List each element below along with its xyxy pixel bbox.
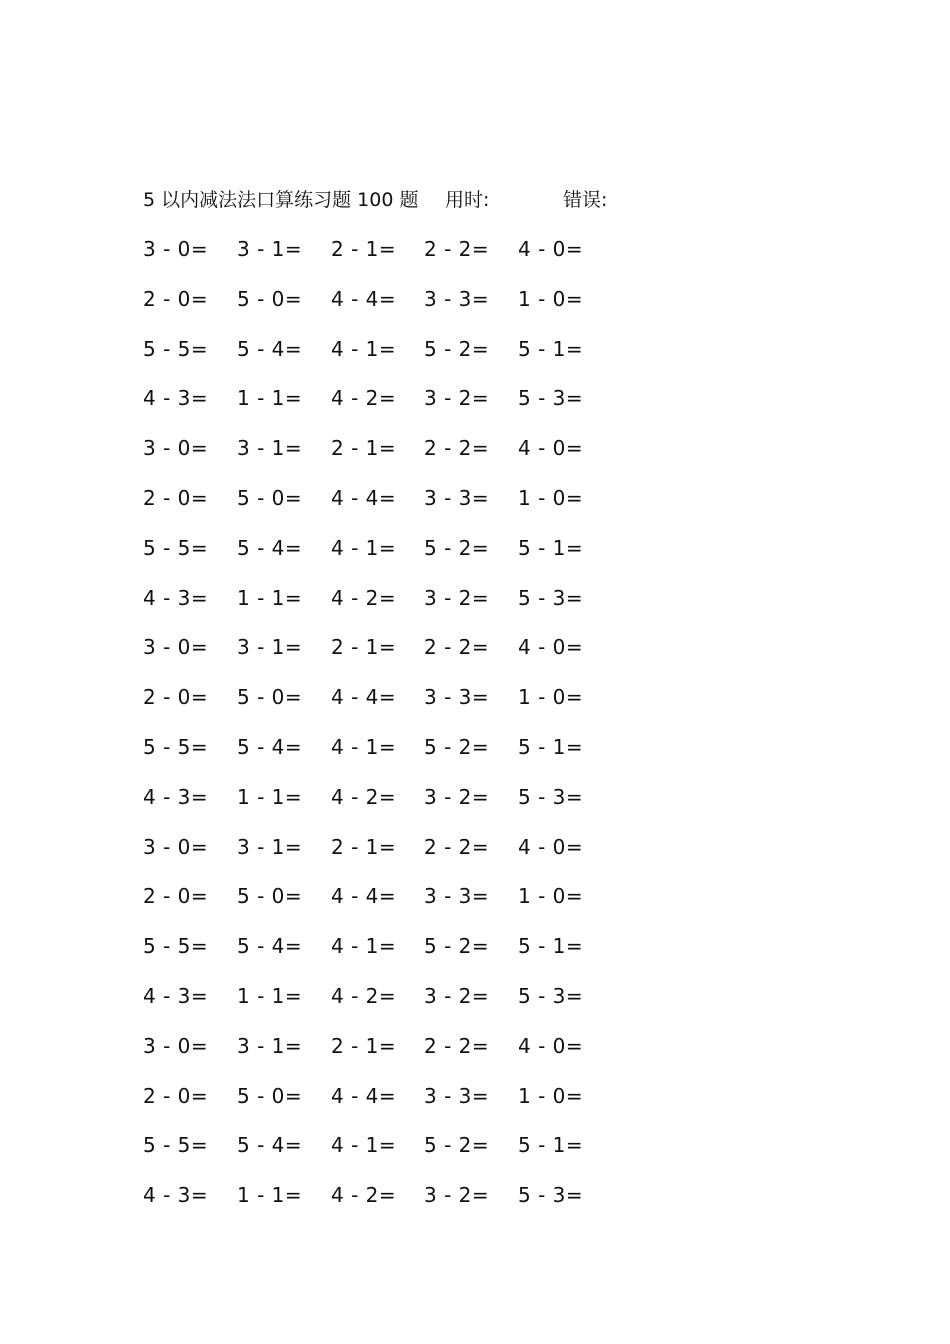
arithmetic-problem: 3 - 0= [143, 436, 209, 461]
arithmetic-problem: 5 - 3= [518, 1183, 584, 1208]
arithmetic-problem: 5 - 4= [237, 336, 303, 361]
arithmetic-problem: 4 - 2= [331, 983, 397, 1008]
arithmetic-problem: 1 - 1= [237, 983, 303, 1008]
arithmetic-problem: 1 - 0= [518, 286, 584, 311]
arithmetic-problem: 5 - 5= [143, 934, 209, 959]
arithmetic-problem: 5 - 0= [237, 1083, 303, 1108]
arithmetic-problem: 4 - 1= [331, 934, 397, 959]
arithmetic-problem: 3 - 3= [424, 685, 490, 710]
arithmetic-problem: 3 - 2= [424, 983, 490, 1008]
arithmetic-problem: 4 - 4= [331, 485, 397, 510]
arithmetic-problem: 4 - 2= [331, 784, 397, 809]
arithmetic-problem: 3 - 3= [424, 485, 490, 510]
arithmetic-problem: 1 - 1= [237, 1183, 303, 1208]
worksheet-title: 5 以内减法法口算练习题 100 题 [143, 189, 419, 211]
arithmetic-problem: 4 - 4= [331, 1083, 397, 1108]
arithmetic-problem: 5 - 0= [237, 884, 303, 909]
arithmetic-problem: 4 - 0= [518, 1033, 584, 1058]
arithmetic-problem: 2 - 2= [424, 237, 490, 261]
arithmetic-problem: 5 - 4= [237, 934, 303, 959]
arithmetic-problem: 5 - 3= [518, 585, 584, 610]
arithmetic-problem: 5 - 2= [424, 734, 490, 759]
arithmetic-problem: 5 - 5= [143, 535, 209, 560]
arithmetic-problem: 4 - 0= [518, 436, 584, 461]
arithmetic-problem: 1 - 1= [237, 386, 303, 411]
arithmetic-problem: 5 - 3= [518, 784, 584, 809]
arithmetic-problem: 3 - 1= [237, 1033, 303, 1058]
arithmetic-problem: 5 - 3= [518, 386, 584, 411]
arithmetic-problem: 4 - 3= [143, 386, 209, 411]
arithmetic-problem: 5 - 1= [518, 734, 584, 759]
arithmetic-problem: 4 - 3= [143, 1183, 209, 1208]
arithmetic-problem: 4 - 4= [331, 884, 397, 909]
arithmetic-problem: 5 - 0= [237, 485, 303, 510]
arithmetic-problem: 3 - 2= [424, 386, 490, 411]
arithmetic-problem: 4 - 2= [331, 585, 397, 610]
arithmetic-problem: 3 - 0= [143, 1033, 209, 1058]
arithmetic-problem: 4 - 3= [143, 784, 209, 809]
arithmetic-problem: 1 - 0= [518, 485, 584, 510]
arithmetic-problem: 5 - 1= [518, 1133, 584, 1158]
arithmetic-problem: 4 - 1= [331, 535, 397, 560]
arithmetic-problem: 3 - 2= [424, 585, 490, 610]
arithmetic-problem: 4 - 3= [143, 585, 209, 610]
arithmetic-problem: 2 - 0= [143, 1083, 209, 1108]
arithmetic-problem: 2 - 2= [424, 635, 490, 660]
arithmetic-problem: 5 - 1= [518, 535, 584, 560]
arithmetic-problem: 4 - 4= [331, 685, 397, 710]
arithmetic-problem: 5 - 3= [518, 983, 584, 1008]
arithmetic-problem: 5 - 1= [518, 336, 584, 361]
arithmetic-problem: 1 - 0= [518, 1083, 584, 1108]
arithmetic-problem: 2 - 1= [331, 436, 397, 461]
arithmetic-problem: 3 - 3= [424, 286, 490, 311]
arithmetic-problem: 3 - 0= [143, 635, 209, 660]
time-used-label: 用时: [445, 189, 490, 211]
arithmetic-problem: 3 - 1= [237, 436, 303, 461]
arithmetic-problem: 4 - 1= [331, 336, 397, 361]
arithmetic-problem: 2 - 1= [331, 1033, 397, 1058]
arithmetic-problem: 4 - 2= [331, 386, 397, 411]
arithmetic-problem: 4 - 0= [518, 237, 584, 261]
arithmetic-problem: 1 - 0= [518, 685, 584, 710]
arithmetic-problem: 5 - 0= [237, 685, 303, 710]
arithmetic-problem: 4 - 2= [331, 1183, 397, 1208]
arithmetic-problem: 5 - 4= [237, 535, 303, 560]
arithmetic-problem: 2 - 0= [143, 685, 209, 710]
arithmetic-problem: 1 - 0= [518, 884, 584, 909]
arithmetic-problem: 3 - 3= [424, 884, 490, 909]
arithmetic-problem: 4 - 1= [331, 1133, 397, 1158]
arithmetic-problem: 3 - 3= [424, 1083, 490, 1108]
arithmetic-problem: 2 - 2= [424, 834, 490, 859]
arithmetic-problem: 5 - 1= [518, 934, 584, 959]
arithmetic-problem: 2 - 0= [143, 485, 209, 510]
arithmetic-problem: 4 - 4= [331, 286, 397, 311]
arithmetic-problem: 3 - 0= [143, 834, 209, 859]
arithmetic-problem: 2 - 0= [143, 884, 209, 909]
arithmetic-problem: 3 - 1= [237, 834, 303, 859]
error-count-label: 错误: [563, 189, 608, 211]
arithmetic-problem: 5 - 2= [424, 336, 490, 361]
arithmetic-problem: 5 - 5= [143, 336, 209, 361]
arithmetic-problem: 4 - 0= [518, 834, 584, 859]
arithmetic-problem: 2 - 2= [424, 436, 490, 461]
arithmetic-problem: 5 - 5= [143, 1133, 209, 1158]
arithmetic-problem: 3 - 1= [237, 237, 303, 261]
arithmetic-problem: 5 - 0= [237, 286, 303, 311]
arithmetic-problem: 4 - 1= [331, 734, 397, 759]
arithmetic-problem: 2 - 1= [331, 237, 397, 261]
arithmetic-problem: 5 - 4= [237, 734, 303, 759]
arithmetic-problem: 2 - 2= [424, 1033, 490, 1058]
arithmetic-problem: 5 - 4= [237, 1133, 303, 1158]
arithmetic-problem: 1 - 1= [237, 784, 303, 809]
arithmetic-problem: 3 - 1= [237, 635, 303, 660]
arithmetic-problem: 5 - 2= [424, 934, 490, 959]
arithmetic-problem: 3 - 2= [424, 784, 490, 809]
arithmetic-problem: 2 - 1= [331, 834, 397, 859]
arithmetic-problem: 5 - 2= [424, 535, 490, 560]
arithmetic-problem: 4 - 3= [143, 983, 209, 1008]
arithmetic-problem: 2 - 1= [331, 635, 397, 660]
arithmetic-problem: 2 - 0= [143, 286, 209, 311]
arithmetic-problem: 3 - 2= [424, 1183, 490, 1208]
arithmetic-problem: 5 - 5= [143, 734, 209, 759]
arithmetic-problem: 3 - 0= [143, 237, 209, 261]
arithmetic-problem: 5 - 2= [424, 1133, 490, 1158]
arithmetic-problem: 1 - 1= [237, 585, 303, 610]
arithmetic-problem: 4 - 0= [518, 635, 584, 660]
